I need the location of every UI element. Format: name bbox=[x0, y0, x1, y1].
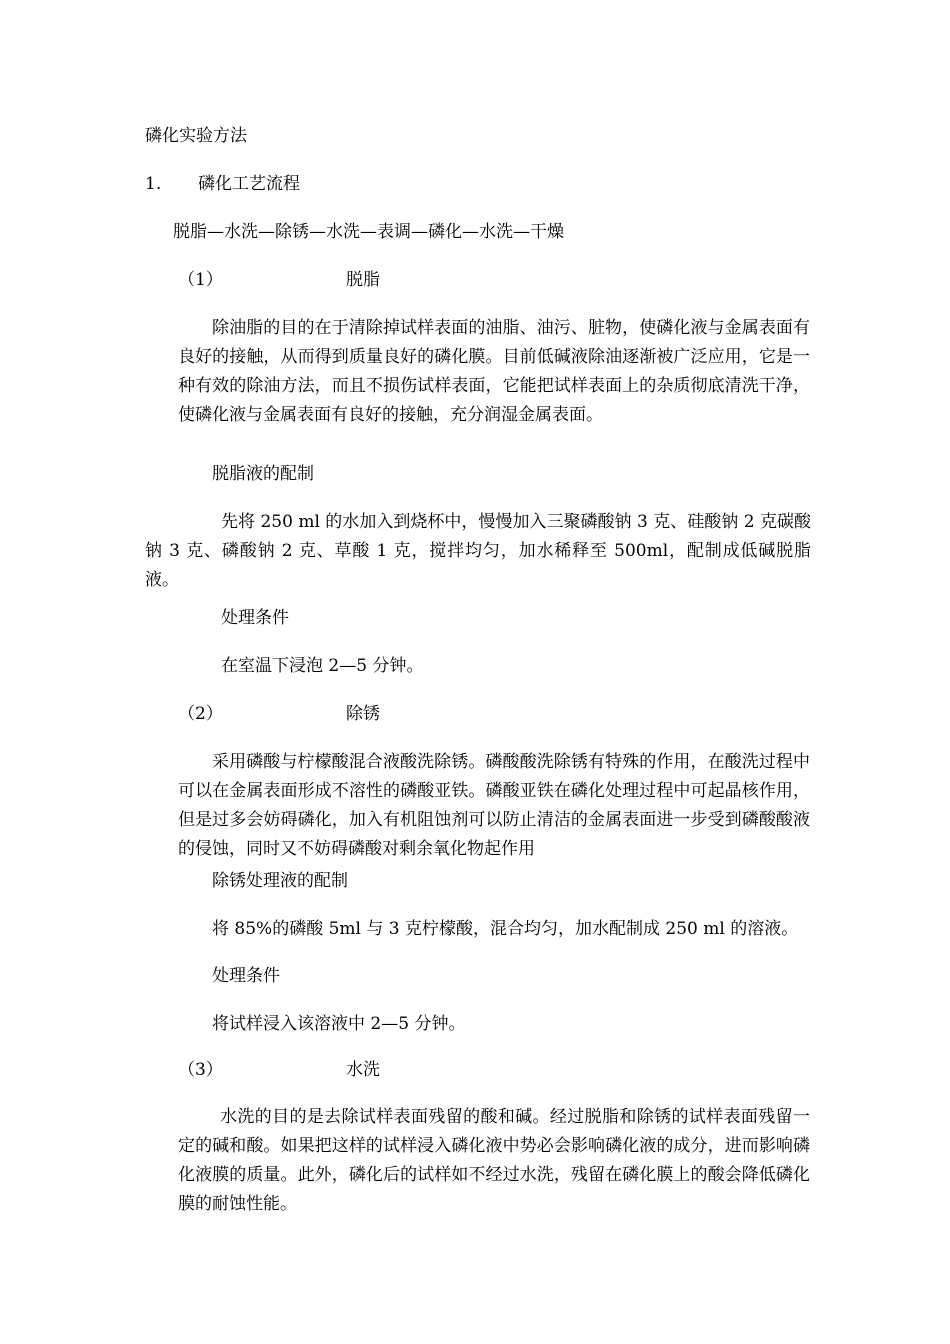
derust-cond-heading: 处理条件 bbox=[212, 966, 280, 986]
step-3-heading: 水洗 bbox=[346, 1060, 380, 1080]
step-2-heading: 除锈 bbox=[346, 704, 380, 724]
step-1-heading: 脱脂 bbox=[346, 270, 380, 290]
degrease-intro: 除油脂的目的在于清除掉试样表面的油脂、油污、脏物，使磷化液与金属表面有良好的接触，从而得到质量良好的磷化膜。目前低碱液除油逐渐被广泛应用，它是一种有效的除油方法，而且不损伤试样表面，它能把试样表面上的杂质彻底清洗干净，使磷化液与金属表面有良好的接触，充分润湿金属表面。 bbox=[178, 318, 810, 425]
degrease-cond-text: 在室温下浸泡 2—5 分钟。 bbox=[221, 656, 424, 676]
derust-cond-text: 将试样浸入该溶液中 2—5 分钟。 bbox=[212, 1014, 466, 1034]
derust-intro: 采用磷酸与柠檬酸混合液酸洗除锈。磷酸酸洗除锈有特殊的作用，在酸洗过程中可以在金属表面形成不溶性的磷酸亚铁。磷酸亚铁在磷化处理过程中可起晶核作用，但是过多会妨碍磷化，加入有机阻蚀剂可以防止清洁的金属表面进一步受到磷酸酸液的侵蚀，同时又不妨碍磷酸对剩余氧化物起作用 bbox=[178, 752, 810, 859]
process-flow: 脱脂—水洗—除锈—水洗—表调—磷化—水洗—干燥 bbox=[173, 222, 564, 242]
step-2-number: （2） bbox=[178, 704, 223, 724]
section-1-number: 1. bbox=[145, 174, 162, 194]
step-3-number: （3） bbox=[178, 1060, 223, 1080]
doc-title: 磷化实验方法 bbox=[145, 126, 247, 146]
derust-prep-heading: 除锈处理液的配制 bbox=[212, 871, 348, 891]
step-1-number: （1） bbox=[178, 270, 223, 290]
derust-prep-text: 将 85%的磷酸 5ml 与 3 克柠檬酸，混合均匀，加水配制成 250 ml 的溶液。 bbox=[212, 919, 799, 939]
degrease-prep-text: 先将 250 ml 的水加入到烧杯中，慢慢加入三聚磷酸钠 3 克、硅酸钠 2 克碳酸钠 3 克、磷酸钠 2 克、草酸 1 克，搅拌均匀，加水稀释至 500ml，配制成低碱脱脂液。 bbox=[145, 512, 811, 590]
rinse-intro: 水洗的目的是去除试样表面残留的酸和碱。经过脱脂和除锈的试样表面残留一定的碱和酸。如果把这样的试样浸入磷化液中势必会影响磷化液的成分，进而影响磷化液膜的质量。此外，磷化后的试样如不经过水洗，残留在磷化膜上的酸会降低磷化膜的耐蚀性能。 bbox=[178, 1107, 810, 1214]
section-1-heading: 磷化工艺流程 bbox=[198, 174, 300, 194]
degrease-cond-heading: 处理条件 bbox=[221, 608, 289, 628]
degrease-prep-heading: 脱脂液的配制 bbox=[212, 464, 314, 484]
